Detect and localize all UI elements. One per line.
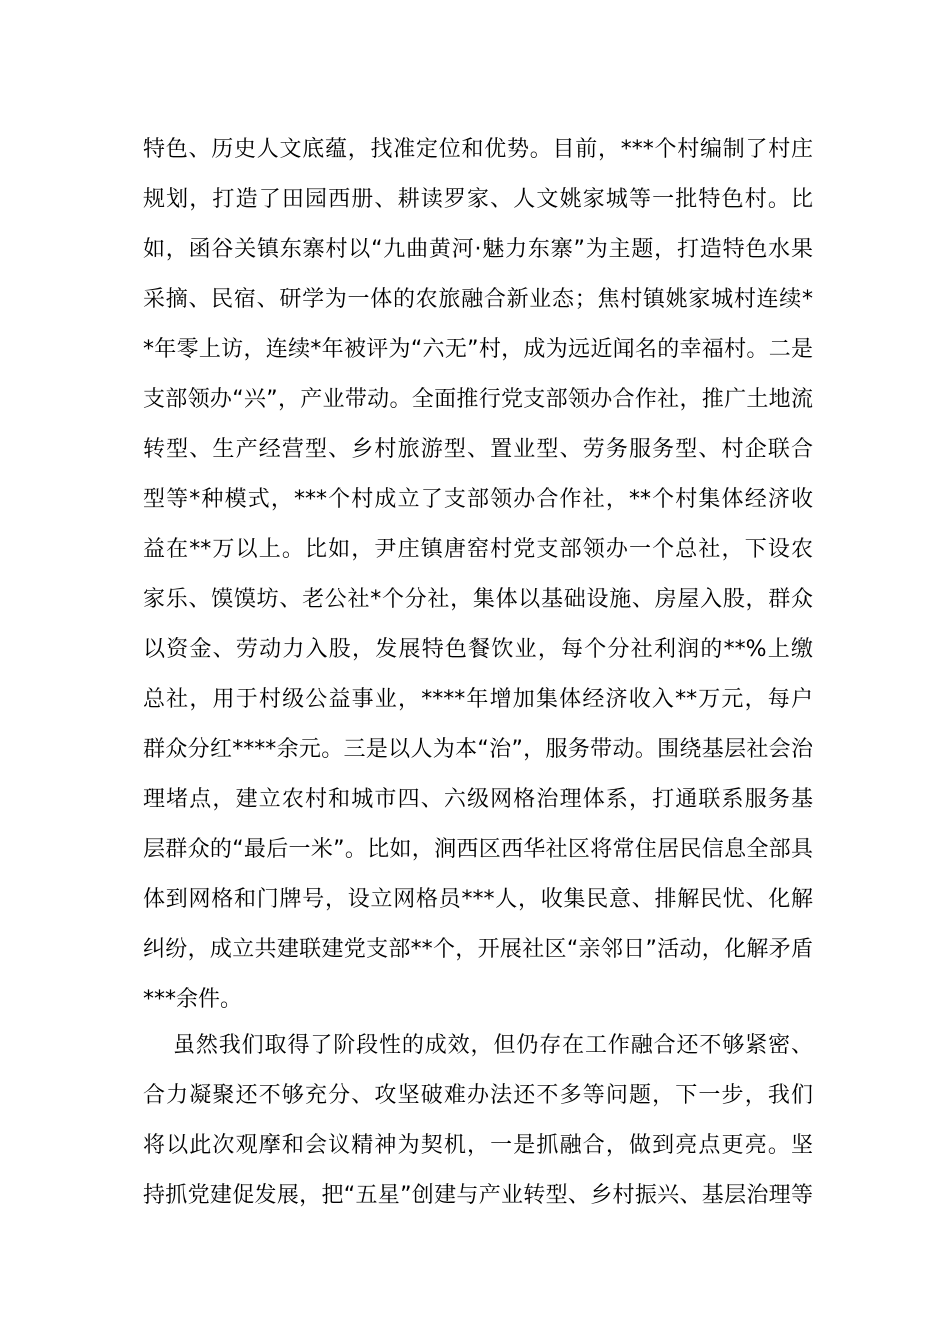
text-line: 规划，打造了田园西册、耕读罗家、人文姚家城等一批特色村。比 [143,187,813,212]
text-line: 家乐、馍馍坊、老公社*个分社，集体以基础设施、房屋入股，群众 [143,587,813,612]
text-line: ***余件。 [143,987,243,1012]
text-line: 益在**万以上。比如，尹庄镇唐窑村党支部领办一个总社，下设农 [143,537,813,562]
text-line: 持抓党建促发展，把“五星”创建与产业转型、乡村振兴、基层治理等 [143,1183,813,1208]
text-line: 体到网格和门牌号，设立网格员***人，收集民意、排解民忧、化解 [143,887,813,912]
text-line: 群众分红****余元。三是以人为本“治”，服务带动。围绕基层社会治 [143,737,813,762]
text-line: 将以此次观摩和会议精神为契机，一是抓融合，做到亮点更亮。坚 [143,1133,813,1158]
text-line: 虽然我们取得了阶段性的成效，但仍存在工作融合还不够紧密、 [173,1033,813,1058]
text-line: 层群众的“最后一米”。比如，涧西区西华社区将常住居民信息全部具 [143,837,813,862]
text-line: 如，函谷关镇东寨村以“九曲黄河·魅力东寨”为主题，打造特色水果 [143,237,813,262]
text-line: 型等*种模式，***个村成立了支部领办合作社，**个村集体经济收 [143,487,813,512]
text-line: 支部领办“兴”，产业带动。全面推行党支部领办合作社，推广土地流 [143,387,813,412]
text-line: 特色、历史人文底蕴，找准定位和优势。目前，***个村编制了村庄 [143,137,813,162]
body-paragraph-2 [143,1021,813,1221]
text-line: *年零上访，连续*年被评为“六无”村，成为远近闻名的幸福村。二是 [143,337,813,362]
text-line: 合力凝聚还不够充分、攻坚破难办法还不多等问题，下一步，我们 [143,1083,813,1108]
text-line: 总社，用于村级公益事业，****年增加集体经济收入**万元，每户 [143,687,813,712]
text-line: 理堵点，建立农村和城市四、六级网格治理体系，打通联系服务基 [143,787,813,812]
text-line: 纠纷，成立共建联建党支部**个，开展社区“亲邻日”活动，化解矛盾 [143,937,813,962]
text-line: 以资金、劳动力入股，发展特色餐饮业，每个分社利润的**%上缴 [143,637,813,662]
text-line: 采摘、民宿、研学为一体的农旅融合新业态；焦村镇姚家城村连续* [143,287,813,312]
body-paragraph-1 [143,125,813,1025]
text-line: 转型、生产经营型、乡村旅游型、置业型、劳务服务型、村企联合 [143,437,813,462]
